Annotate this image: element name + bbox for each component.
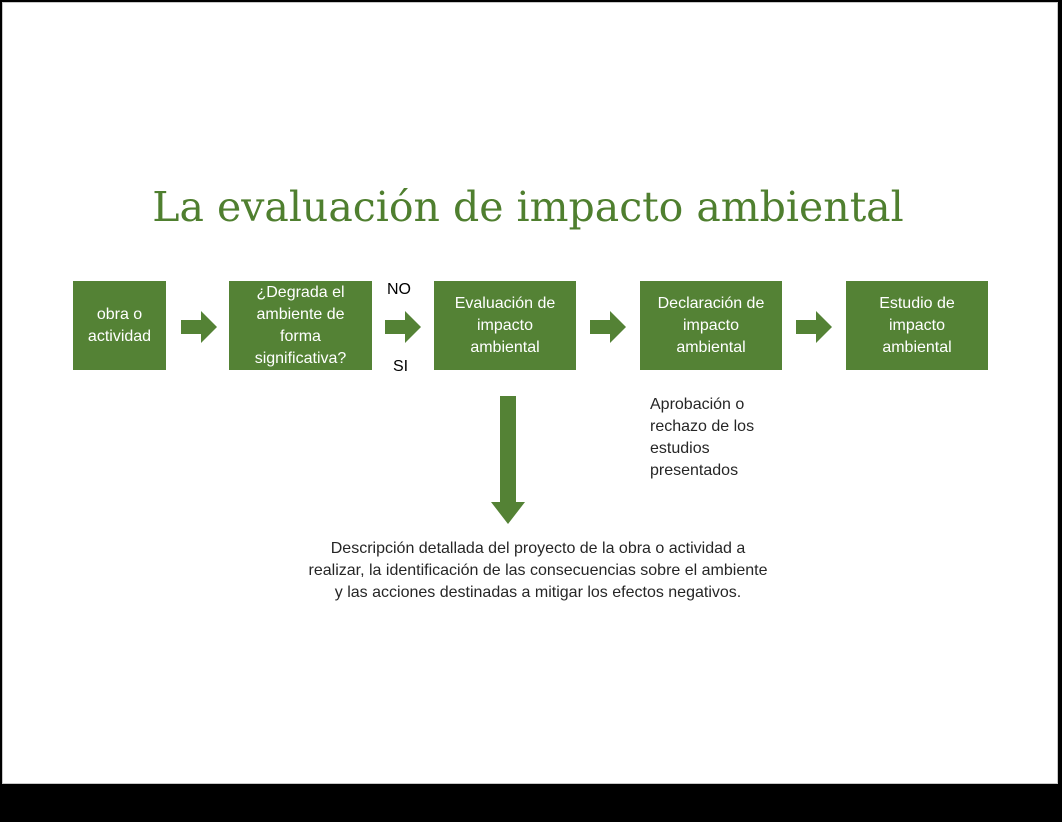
right-arrow-icon [181, 311, 217, 343]
bottom-bar [0, 785, 1062, 822]
box-declaracion-impacto [640, 281, 782, 370]
box-evaluacion-impacto [434, 281, 576, 370]
right-arrow-icon [590, 311, 626, 343]
box-degrada-ambiente [229, 281, 372, 370]
down-arrow-icon [491, 396, 525, 524]
box-obra-actividad [73, 281, 166, 370]
box-label: ¿Degrada el ambiente de forma significativa? [254, 283, 347, 367]
approval-note: Aprobación o rechazo de los estudios presentados [650, 396, 755, 479]
label-no: NO [387, 281, 411, 298]
box-estudio-impacto [846, 281, 988, 370]
right-arrow-icon [385, 311, 421, 343]
box-label: obra o actividad [87, 305, 152, 345]
box-label: Evaluación de impacto ambiental [454, 294, 556, 356]
box-label: Declaración de impacto ambiental [657, 294, 765, 356]
label-si: SI [393, 358, 409, 375]
slide-title: La evaluación de impacto ambiental [152, 183, 904, 231]
slide [2, 2, 1058, 784]
box-label: Estudio de impacto ambiental [879, 294, 955, 356]
description-note: Descripción detallada del proyecto de la obra o actividad a realizar, la identificación de las consecuencias sobre el ambiente y las acciones destinadas a mitigar los efectos negativos. [308, 540, 768, 601]
right-arrow-icon [796, 311, 832, 343]
